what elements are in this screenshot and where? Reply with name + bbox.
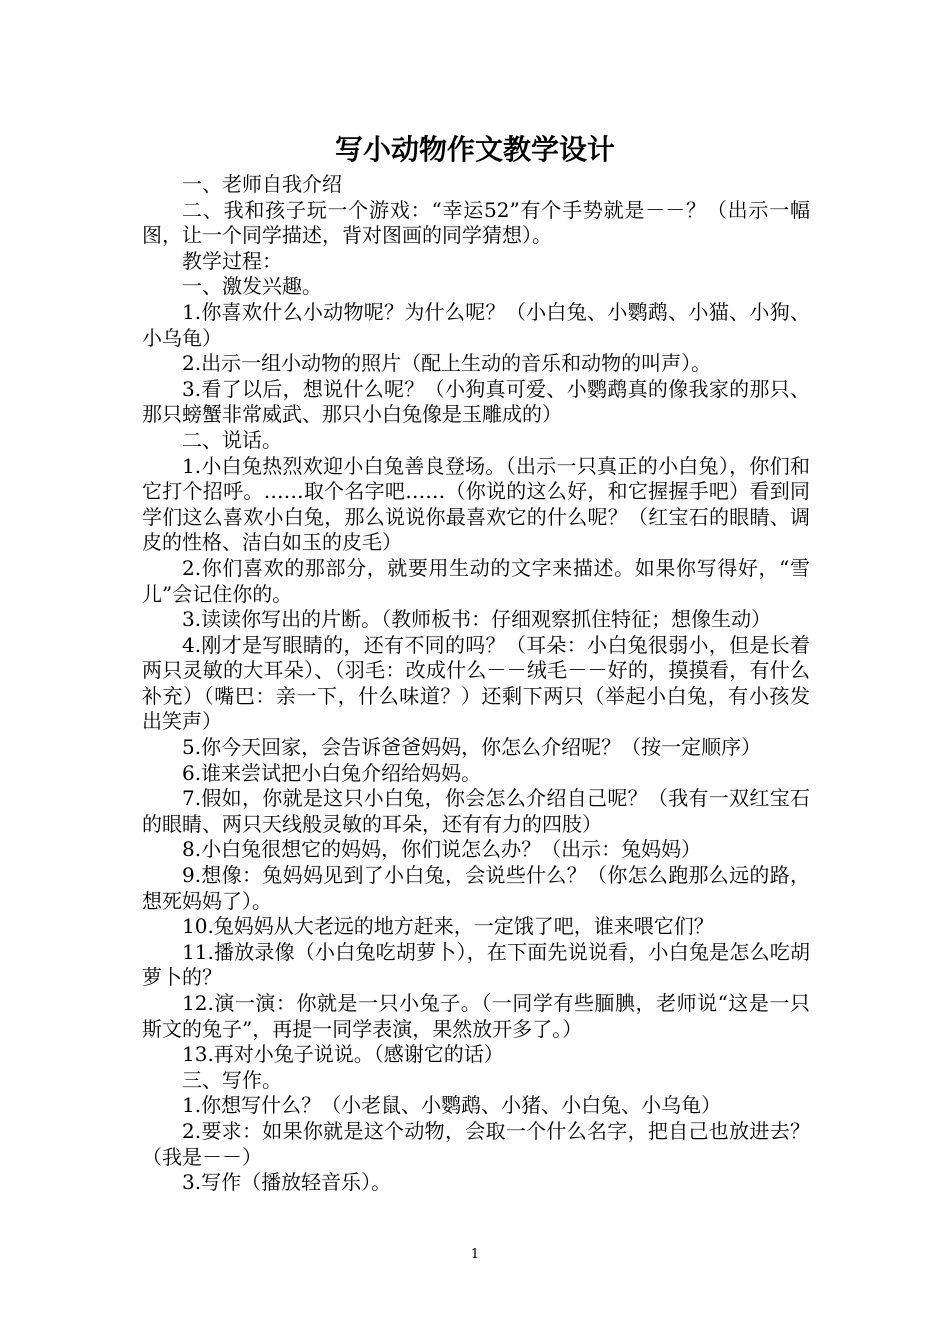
paragraph: 一、老师自我介绍 [182,172,342,196]
paragraph: 7.假如，你就是这只小白兔，你会怎么介绍自己呢？（我有一双红宝石的眼睛、两只天线般灵敏的耳朵，还有有力的四肢） [142,786,810,836]
paragraph: 8.小白兔很想它的妈妈，你们说怎么办？（出示：兔妈妈） [182,837,702,862]
paragraph: 11.播放录像（小白兔吃胡萝卜），在下面先说说看，小白兔是怎么吃胡萝卜的？ [142,939,810,990]
paragraph: 1.你想写什么？（小老鼠、小鹦鹉、小猪、小白兔、小乌龟） [182,1093,722,1118]
paragraph: 2.你们喜欢的那部分，就要用生动的文字来描述。如果你写得好，“雪儿”会记住你的。 [142,555,810,606]
paragraph: 1.你喜欢什么小动物呢？为什么呢？（小白兔、小鹦鹉、小猫、小狗、小乌龟） [142,299,810,350]
paragraph: 3.读读你写出的片断。（教师板书：仔细观察抓住特征；想像生动） [182,607,772,632]
paragraph: 2.要求：如果你就是这个动物，会取一个什么名字，把自己也放进去？（我是－－） [142,1118,810,1169]
paragraph: 3.写作（播放轻音乐）。 [182,1170,392,1195]
paragraph: 二、说话。 [182,427,282,452]
paragraph: 3.看了以后，想说什么呢？（小狗真可爱、小鹦鹉真的像我家的那只、那只螃蟹非常威武、那只小白兔像是玉雕成的） [142,376,810,427]
document-body [142,172,810,1196]
paragraph: 2.出示一组小动物的照片（配上生动的音乐和动物的叫声）。 [182,351,712,376]
paragraph: 1.小白兔热烈欢迎小白兔善良登场。（出示一只真正的小白兔），你们和它打个招呼。……取个名字吧……（你说的这么好，和它握握手吧）看到同学们这么喜欢小白兔，那么说说你最喜欢它的什么呢？（红宝石的眼睛、调皮的性格、洁白如玉的皮毛） [142,453,810,555]
paragraph: 教学过程： [182,248,282,273]
paragraph: 三、写作。 [182,1067,282,1092]
paragraph: 6.谁来尝试把小白兔介绍给妈妈。 [182,760,482,785]
paragraph: 13.再对小兔子说说。（感谢它的话） [182,1042,504,1067]
page-title: 写小动物作文教学设计 [334,133,615,166]
paragraph: 一、激发兴趣。 [182,274,322,299]
page-number: 1 [470,1247,480,1262]
paragraph: 5.你今天回家，会告诉爸爸妈妈，你怎么介绍呢？（按一定顺序） [182,735,762,760]
paragraph: 二、我和孩子玩一个游戏：“幸运52”有个手势就是－－？（出示一幅图，让一个同学描述，背对图画的同学猜想）。 [142,197,810,248]
paragraph: 10.兔妈妈从大老远的地方赶来，一定饿了吧，谁来喂它们？ [182,914,714,939]
paragraph: 4.刚才是写眼睛的，还有不同的吗？（耳朵：小白兔很弱小，但是长着两只灵敏的大耳朵）、（羽毛：改成什么－－绒毛－－好的，摸摸看，有什么补充）（嘴巴：亲一下，什么味道？）还剩下两只（举起小白兔，有小孩发出笑声） [142,632,810,734]
paragraph: 12.演一演：你就是一只小兔子。（一同学有些腼腆，老师说“这是一只斯文的兔子”，再提一同学表演，果然放开多了。） [142,991,810,1041]
paragraph: 9.想像：兔妈妈见到了小白兔，会说些什么？（你怎么跑那么远的路，想死妈妈了）。 [142,863,810,913]
